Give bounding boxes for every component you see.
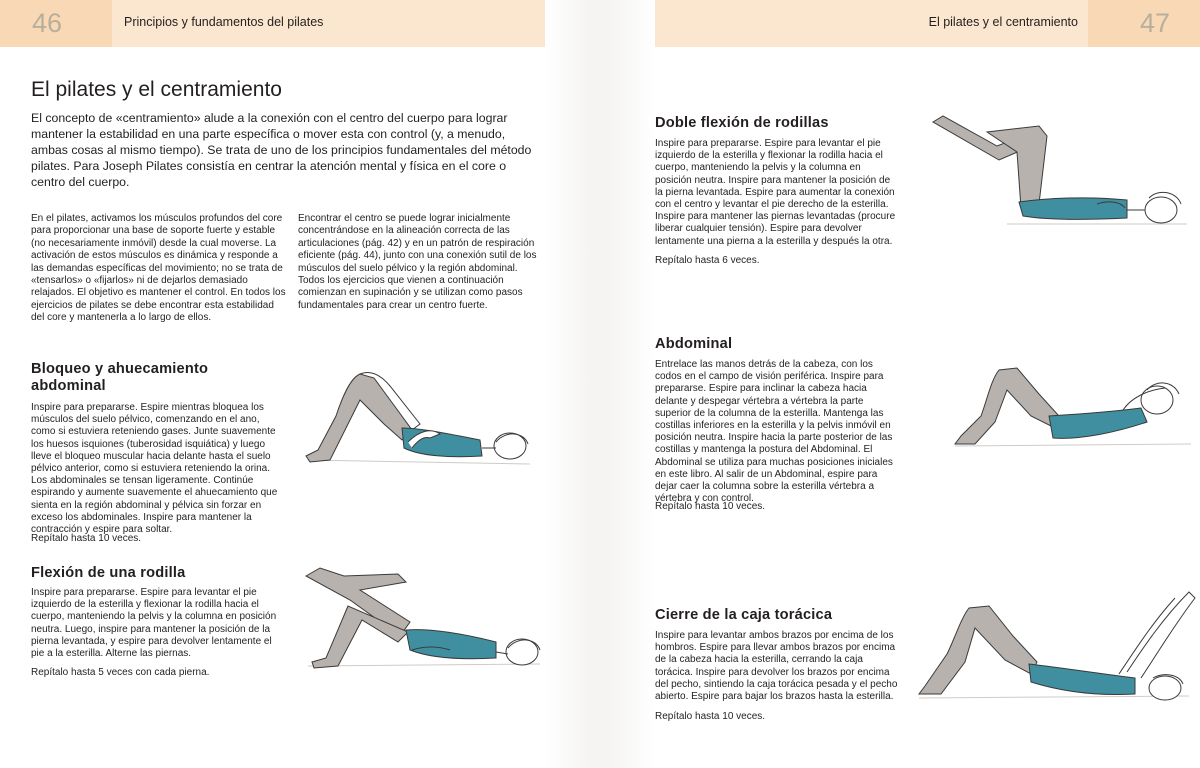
woman-supine-knees-bent-icon xyxy=(300,368,540,478)
exercise-title-bloqueo: Bloqueo y ahuecamiento abdominal xyxy=(31,361,209,394)
running-head-left: Principios y fundamentos del pilates xyxy=(124,15,324,29)
exercise-title-cierre-caja: Cierre de la caja torácica xyxy=(655,607,833,623)
exercise-text-doble-flexion: Inspire para prepararse. Espire para levantar el pie izquierdo de la esterilla y flexionar la rodilla hacia el cuerpo, manteniendo la pelvis y la columna en posición neutra. Inspire para mantener la posición de la pierna levantada. Espire para aumentar la conexión con el centro y levantar el pie derecho de la esterilla. Inspire para mantener las piernas levantadas (procure liberar cualquier tensión). Espire para devolver lentamente una pierna a la esterilla y después la otra. xyxy=(655,138,896,247)
page-number-right: 47 xyxy=(1088,0,1200,47)
body-column-2: Encontrar el centro se puede lograr inicialmente concentrándose en la alineación correcta de las articulaciones (pág. 42) y en un patrón de respiración eficiente (pág. 44), junto con una conexión sutil de los músculos del suelo pélvico y la región abdominal. Todos los ejercicios que vienen a continuación comienzan en supinación y se utilizan como pasos fundamentales para crear un centro fuerte. xyxy=(298,213,537,311)
exercise-text-abdominal: Entrelace las manos detrás de la cabeza, con los codos en el campo de visión periférica. Inspire para prepararse. Espire para inclinar la cabeza hacia delante y despegar vértebra a vértebra la parte superior de la columna de la esterilla. Mantenga las costillas inferiores en la esterilla y la pelvis inmóvil en posición neutra. Inspire hacia la parte posterior de las costillas y mantenga la postura del Abdominal. El Abdominal se utiliza para muchas posiciones iniciales en este libro. Al salir de un Abdominal, espire para dejar caer la columna sobre la esterilla vértebra a vértebra y con control. xyxy=(655,359,893,505)
exercise-title-doble-flexion: Doble flexión de rodillas xyxy=(655,115,829,131)
exercise-text-flexion-una-rodilla: Inspire para prepararse. Espire para levantar el pie izquierdo de la esterilla y flexionar la rodilla hacia el cuerpo, manteniendo la pelvis y la columna en posición neutra. Luego, inspire para mantener la posición de la pierna levantada, y espire para devolver lentamente el pie a la esterilla. Alterne las piernas. xyxy=(31,587,277,660)
page-title: El pilates y el centramiento xyxy=(31,78,282,101)
body-column-1: En el pilates, activamos los músculos profundos del core para proporcionar una base de soporte fuerte y estable (no necesariamente inmóvil) desde la cual moverse. La activación de estos músculos es dinámica y responde a las demandas específicas del movimiento; no se trata de «tensarlos» o «fijarlos» ni de dejarlos demasiado relajados. El objetivo es mantener el control. En todos los ejercicios de pilates se debe encontrar esta estabilidad del core y mantenerla a lo largo de ellos. xyxy=(31,213,286,324)
book-gutter xyxy=(545,0,655,768)
left-page xyxy=(0,0,545,768)
right-page xyxy=(655,0,1200,768)
woman-supine-tabletop-icon xyxy=(927,112,1192,237)
exercise-reps-cierre-caja: Repítalo hasta 10 veces. xyxy=(655,711,766,722)
exercise-title-abdominal: Abdominal xyxy=(655,336,733,352)
exercise-reps-bloqueo: Repítalo hasta 10 veces. xyxy=(31,533,142,544)
exercise-reps-flexion-una-rodilla: Repítalo hasta 5 veces con cada pierna. xyxy=(31,667,210,678)
exercise-reps-abdominal: Repítalo hasta 10 veces. xyxy=(655,501,766,512)
exercise-text-cierre-caja: Inspire para levantar ambos brazos por encima de los hombros. Espire para llevar ambos brazos por encima de la cabeza hacia la esterilla, cerrando la caja torácica. Inspire para devolver los brazos por encima del pecho, sintiendo la caja torácica pesada y el pecho abierto. Espire para bajar los brazos hasta la esterilla. xyxy=(655,630,898,703)
woman-supine-one-knee-raised-icon xyxy=(300,562,545,677)
woman-crunch-icon xyxy=(951,360,1196,455)
page-number-left: 46 xyxy=(0,0,112,47)
exercise-reps-doble-flexion: Repítalo hasta 6 veces. xyxy=(655,255,760,266)
woman-arms-overhead-icon xyxy=(913,588,1199,708)
intro-paragraph: El concepto de «centramiento» alude a la conexión con el centro del cuerpo para lograr mantener la estabilidad en una parte específica o mover esta con control (y, a menudo, ambas cosas al mismo tiempo). Se trata de uno de los principios fundamentales del método pilates. Para Joseph Pilates consistía en centrar la atención mental y física en el core o centro del cuerpo. xyxy=(31,111,532,189)
exercise-text-bloqueo: Inspire para prepararse. Espire mientras bloquea los músculos del suelo pélvico, comenzando en el ano, como si estuviera reteniendo gases. Junte suavemente los huesos isquiones (tuberosidad isquiática) y luego lleve el bloqueo muscular hacia delante hasta el suelo pélvico anterior, como si estuviera reteniendo la orina. Los abdominales se tensan ligeramente. Continúe espirando y aumente suavemente el ahuecamiento que sienta en la región abdominal y pélvica sin forzar en exceso los abdominales. Inspire para mantener la contracción y espire para soltar. xyxy=(31,402,278,536)
running-head-right: El pilates y el centramiento xyxy=(928,15,1078,29)
exercise-title-flexion-una-rodilla: Flexión de una rodilla xyxy=(31,565,186,581)
